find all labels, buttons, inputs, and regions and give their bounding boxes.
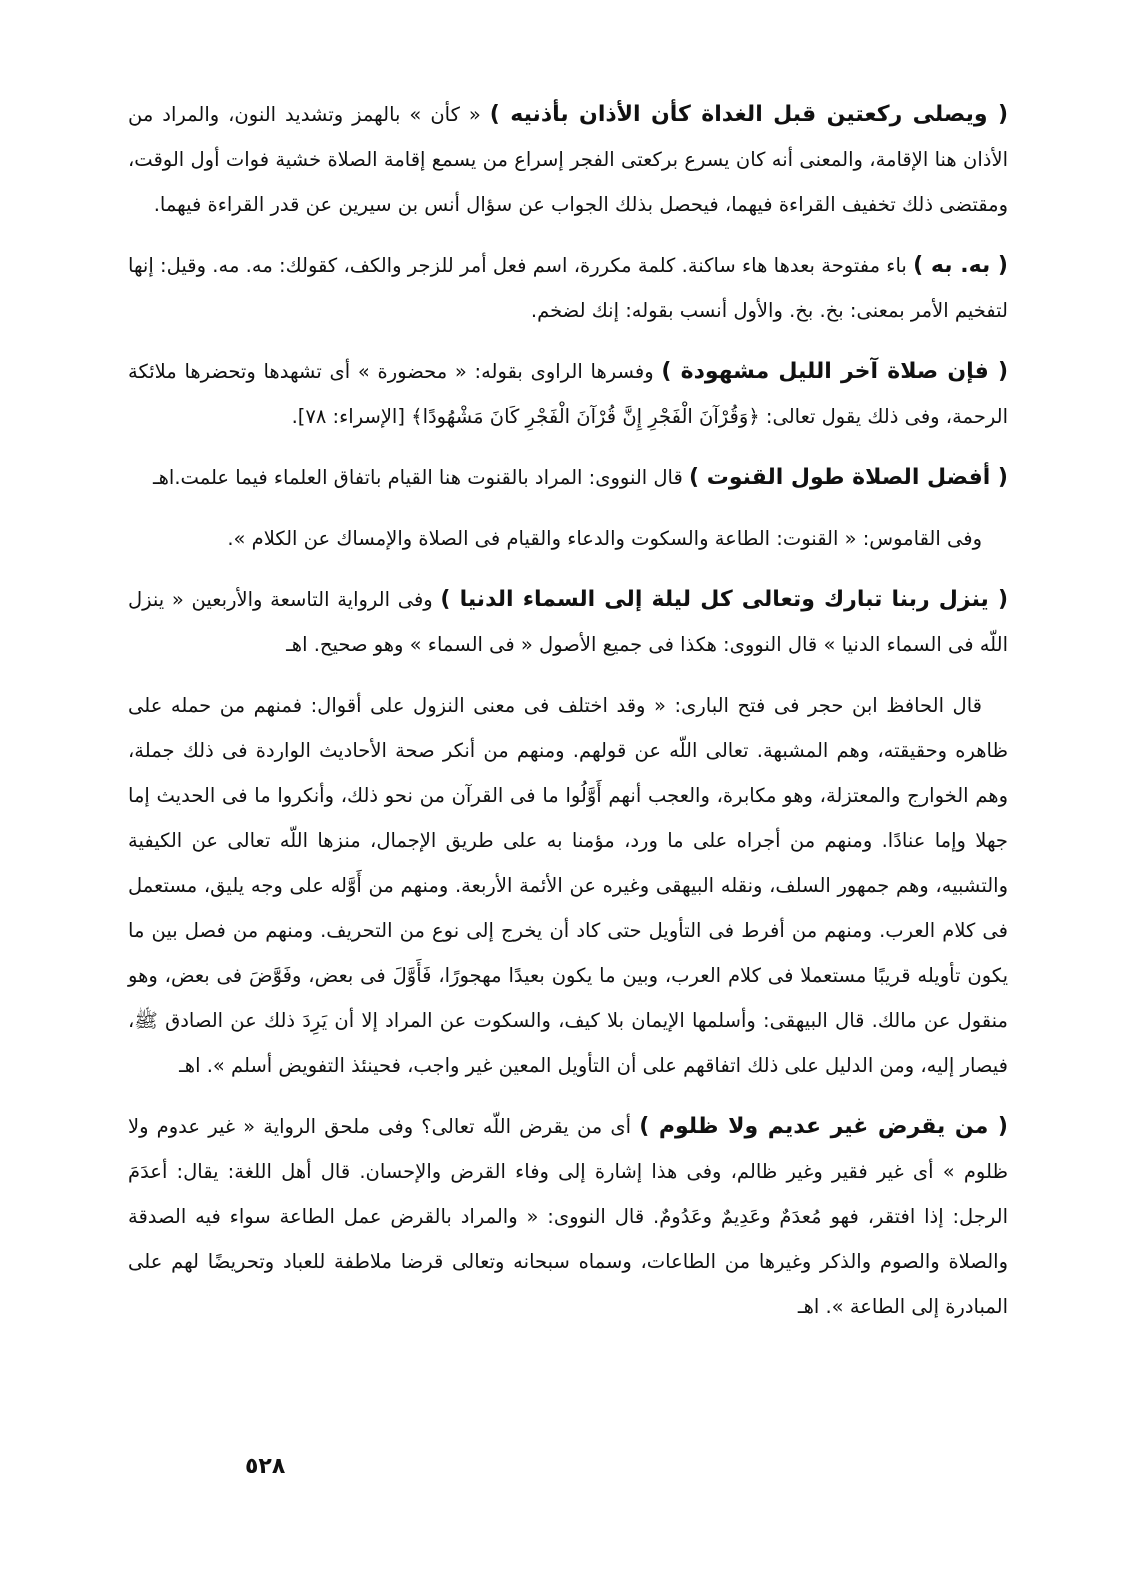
paragraph-2: [128, 243, 1008, 333]
page-number: ٥٢٨: [245, 1454, 286, 1479]
paragraph-8: [128, 1104, 1008, 1329]
paragraph-2-text: باء مفتوحة بعدها هاء ساكنة. كلمة مكررة، اسم فعل أمر للزجر والكف، كقولك: مه. مه. وقيل: إنها لتفخيم الأمر بمعنى: بخ. بخ. والأول أنسب بقوله: إنك لضخم.: [128, 254, 1008, 322]
paragraph-3: [128, 349, 1008, 439]
paragraph-8-text: أى من يقرض اللّه تعالى؟ وفى ملحق الرواية « غير عدوم ولا ظلوم » أى غير فقير وغير ظالم، وفى هذا إشارة إلى وفاء القرض والإحسان. قال أهل اللغة: يقال: أعدَمَ الرجل: إذا افتقر، فهو مُعدَمٌ وعَدِيمٌ وعَدُومٌ. قال النووى: « والمراد بالقرض عمل الطاعة سواء فيه الصدقة والصلاة والصوم والذكر وغيرها من الطاعات، وسماه سبحانه وتعالى قرضا ملاطفة للعباد وتحريضًا لهم على المبادرة إلى الطاعة ». اهـ: [128, 1115, 1008, 1318]
lemma-4: ( أفضل الصلاة طول القنوت ): [689, 465, 1008, 490]
lemma-8: ( من يقرض غير عديم ولا ظلوم ): [639, 1114, 1008, 1139]
paragraph-6-text: وفى الرواية التاسعة والأربعين « ينزل اللّه فى السماء الدنيا » قال النووى: هكذا فى جميع الأصول « فى السماء » وهو صحيح. اهـ: [128, 588, 1008, 656]
paragraph-5: وفى القاموس: « القنوت: الطاعة والسكوت والدعاء والقيام فى الصلاة والإمساك عن الكلام ».: [227, 527, 982, 550]
paragraph-4-text: قال النووى: المراد بالقنوت هنا القيام باتفاق العلماء فيما علمت.اهـ: [152, 466, 690, 489]
paragraph-4: [128, 455, 1008, 500]
paragraph-1: [128, 92, 1008, 227]
lemma-3: ( فإن صلاة آخر الليل مشهودة ): [661, 359, 1009, 384]
paragraph-1-text: « كأن » بالهمز وتشديد النون، والمراد من الأذان هنا الإقامة، والمعنى أنه كان يسرع بركعتى الفجر إسراع من يسمع إقامة الصلاة خشية فوات أول الوقت، ومقتضى ذلك تخفيف القراءة فيهما، فيحصل بذلك الجواب عن سؤال أنس بن سيرين عن قدر القراءة فيهما.: [128, 103, 1008, 216]
paragraph-3-text: وفسرها الراوى بقوله: « محضورة » أى تشهدها وتحضرها ملائكة الرحمة، وفى ذلك يقول تعالى: ﴿وَقُرْآنَ الْفَجْرِ إِنَّ قُرْآنَ الْفَجْرِ كَانَ مَشْهُودًا﴾ [الإسراء: ٧٨].: [128, 360, 1008, 428]
paragraph-7: قال الحافظ ابن حجر فى فتح البارى: « وقد اختلف فى معنى النزول على أقوال: فمنهم من حمله على ظاهره وحقيقته، وهم المشبهة. تعالى اللّه عن قولهم. ومنهم من أنكر صحة الأحاديث الواردة فى ذلك جملة، وهم الخوارج والمعتزلة، وهو مكابرة، والعجب أنهم أَوَّلُوا ما فى القرآن من نحو ذلك، وأنكروا ما فى الحديث إما جهلا وإما عنادًا. ومنهم من أجراه على ما ورد، مؤمنا به على طريق الإجمال، منزها اللّه تعالى عن الكيفية والتشبيه، وهم جمهور السلف، ونقله البيهقى وغيره عن الأئمة الأربعة. ومنهم من أَوَّله على وجه يليق، مستعمل فى كلام العرب. ومنهم من أفرط فى التأويل حتى كاد أن يخرج إلى نوع من التحريف. ومنهم من فصل بين ما يكون تأويله قريبًا مستعملا فى كلام العرب، وبين ما يكون بعيدًا مهجورًا، فَأَوَّلَ فى بعض، وفَوَّضَ فى بعض، وهو منقول عن مالك. قال البيهقى: وأسلمها الإيمان بلا كيف، والسكوت عن المراد إلا أن يَرِدَ ذلك عن الصادق ﷺ، فيصار إليه، ومن الدليل على ذلك اتفاقهم على أن التأويل المعين غير واجب، فحينئذ التفويض أسلم ». اهـ: [128, 694, 1008, 1077]
lemma-6: ( ينزل ربنا تبارك وتعالى كل ليلة إلى السماء الدنيا ): [440, 587, 1008, 612]
document-page: [128, 92, 1008, 1345]
lemma-2: ( به. به ): [913, 253, 1008, 278]
lemma-1: ( ويصلى ركعتين قبل الغداة كأن الأذان بأذنيه ): [489, 102, 1009, 127]
paragraph-6: [128, 577, 1008, 667]
